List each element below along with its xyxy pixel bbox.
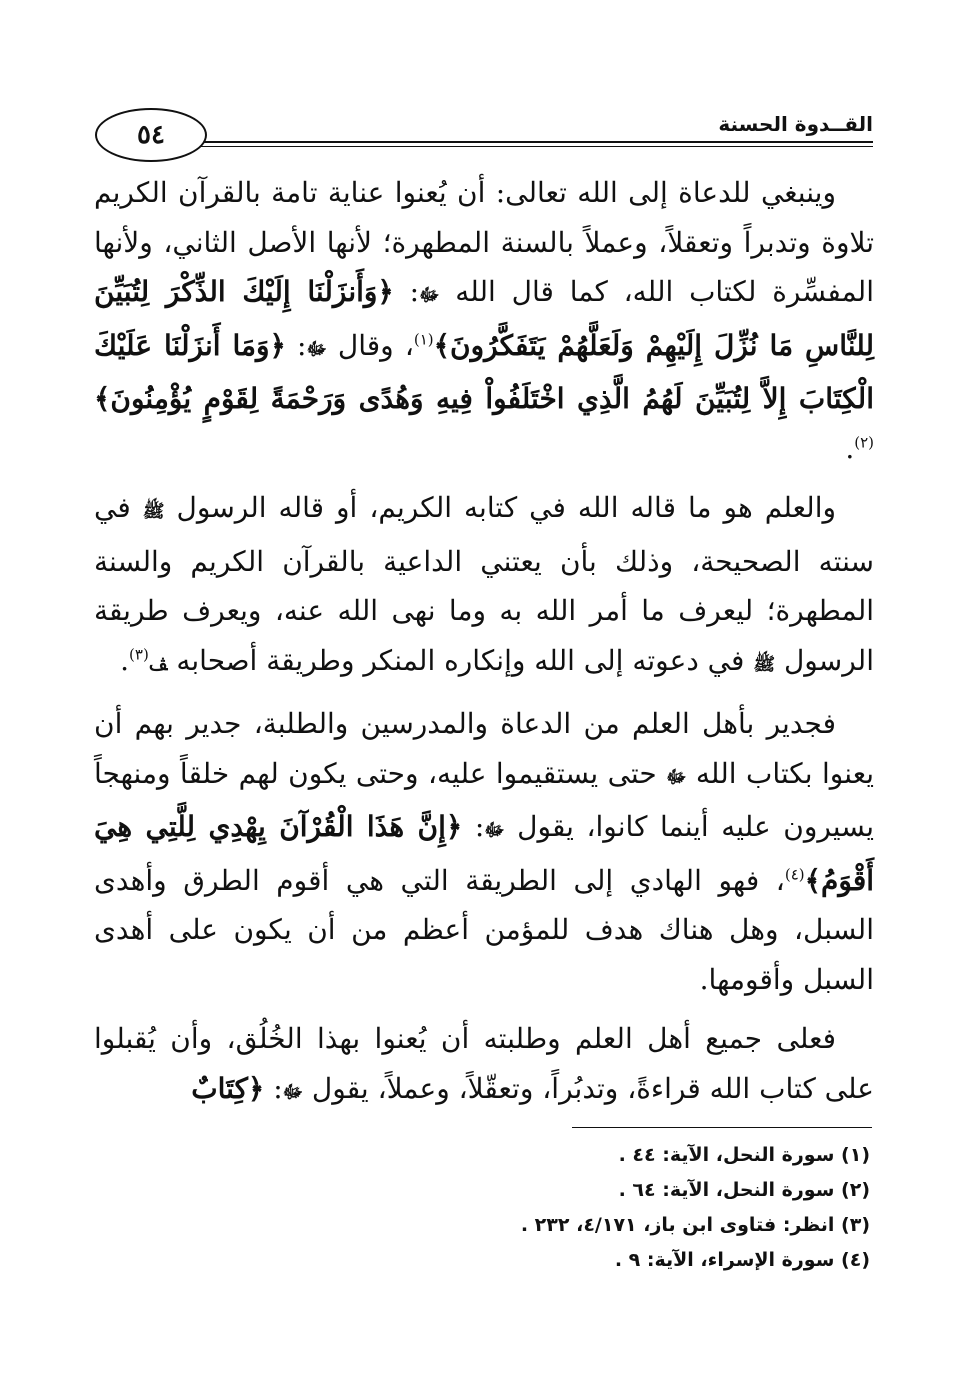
honorific-glyph: ﷻ (282, 1081, 303, 1103)
footnote-ref: (٢) (854, 433, 874, 452)
page-number: ٥٤ (95, 108, 207, 162)
footnote-4: (٤) سورة الإسراء، الآية: ٩ . (614, 1249, 870, 1271)
honorific-glyph: ﷺ (753, 653, 776, 675)
text-run: والعلم هو ما قاله الله في كتابه الكريم، أو قاله الرسول (164, 491, 837, 524)
text-run: ، وقال (326, 328, 414, 362)
honorific-glyph: ﷻ (419, 285, 440, 306)
header-rule (155, 141, 873, 143)
footnotes (94, 1138, 870, 1278)
honorific-glyph: ﭫ (148, 653, 168, 675)
footnote-ref: (١) (413, 330, 434, 349)
text-run: : (462, 810, 485, 843)
text-run: فجدير بأهل العلم من الدعاة والمدرسين والطلبة، جدير بهم أن يعنوا بكتاب الله (94, 707, 874, 790)
text-run: في دعوته إلى الله وإنكاره المنكر وطريقة أصحابه (167, 643, 754, 677)
paragraph-2 (94, 483, 874, 689)
text-run: . (845, 431, 855, 465)
text-run: حتى يستقيموا عليه، وحتى يكون لهم خلقاً ومنهجاً يسيرون عليه أينما كانوا، يقول (94, 756, 875, 843)
footnote-2: (٢) سورة النحل، الآية: ٦٤ . (618, 1179, 870, 1201)
paragraph-1 (94, 168, 874, 473)
text-run: ، فهو الهادي إلى الطريقة التي هي أقوم الطرق وأهدى السبل، وهل هناك هدف للمؤمن أعظم من أن يكون على أهدى السبل وأقومها. (94, 863, 874, 996)
footnote-1: (١) سورة النحل، الآية: ٤٤ . (618, 1144, 870, 1166)
main-text (94, 168, 874, 1117)
footnote-ref: (٤) (784, 865, 805, 884)
paragraph-3 (94, 699, 874, 1004)
text-run: : (393, 275, 420, 308)
running-title: القــدوة الحسنة (718, 112, 873, 136)
footnote-separator (572, 1127, 872, 1128)
header-rule-thin (155, 146, 873, 147)
honorific-glyph: ﷻ (306, 338, 327, 360)
text-run: في سنته الصحيحة، وذلك بأن يعتني الداعية بالقرآن الكريم والسنة المطهرة؛ ليعرف ما أمر الله به وما نهى الله عنه، ويعرف طريقة الرسول (94, 491, 874, 677)
honorific-glyph: ﷺ (142, 501, 165, 522)
quran-verse: ﴿إِنَّ هَذَا الْقُرْآنَ يِهْدِي لِلَّتِي هِيَ أَقْوَمُ﴾ (94, 810, 874, 897)
text-run: فعلى جميع أهل العلم وطلبته أن يُعنوا بهذا الخُلُق، وأن يُقبلوا على كتاب الله قراءةً، وتدبُراً، وتعقّلاً، وعملاً، يقول (94, 1022, 874, 1105)
quran-verse: ﴿وَمَا أَنزَلْنَا عَلَيْكَ الْكِتَابَ إِلاَّ لِتُبَيِّنَ لَهُمُ الَّذِي اخْتَلَفُواْ فِيهِ وَهُدًى وَرَحْمَةً لِقَوْمٍ يُؤْمِنُونَ﴾ (94, 328, 874, 415)
honorific-glyph: ﷻ (484, 820, 505, 841)
footnote-3: (٣) انظر: فتاوى ابن باز، ٤/١٧١، ٢٣٢ . (520, 1214, 870, 1236)
text-run: وينبغي للدعاة إلى الله تعالى: أن يُعنوا عناية تامة بالقرآن الكريم تلاوة وتدبراً وتعقلاً، وعملاً بالسنة المطهرة؛ لأنها الأصل الثاني، ولأنها المفسِّرة لكتاب الله، كما قال الله (94, 176, 874, 308)
honorific-glyph: ﷻ (666, 766, 687, 788)
text-run: . (120, 643, 130, 677)
paragraph-4 (94, 1014, 874, 1117)
text-run: : (264, 1071, 283, 1105)
footnote-ref: (٣) (129, 645, 149, 664)
quran-verse: ﴿كِتَابٌ (191, 1071, 265, 1105)
text-run: : (285, 328, 307, 362)
page-header (95, 108, 873, 164)
quran-verse: ﴿وَأَنزَلْنَا إِلَيْكَ الذِّكْرَ لِتُبَيِّنَ لِلنَّاسِ مَا نُزِّلَ إِلَيْهِمْ وَلَعَلَّهُمْ يَتَفَكَّرُونَ﴾ (94, 275, 874, 362)
